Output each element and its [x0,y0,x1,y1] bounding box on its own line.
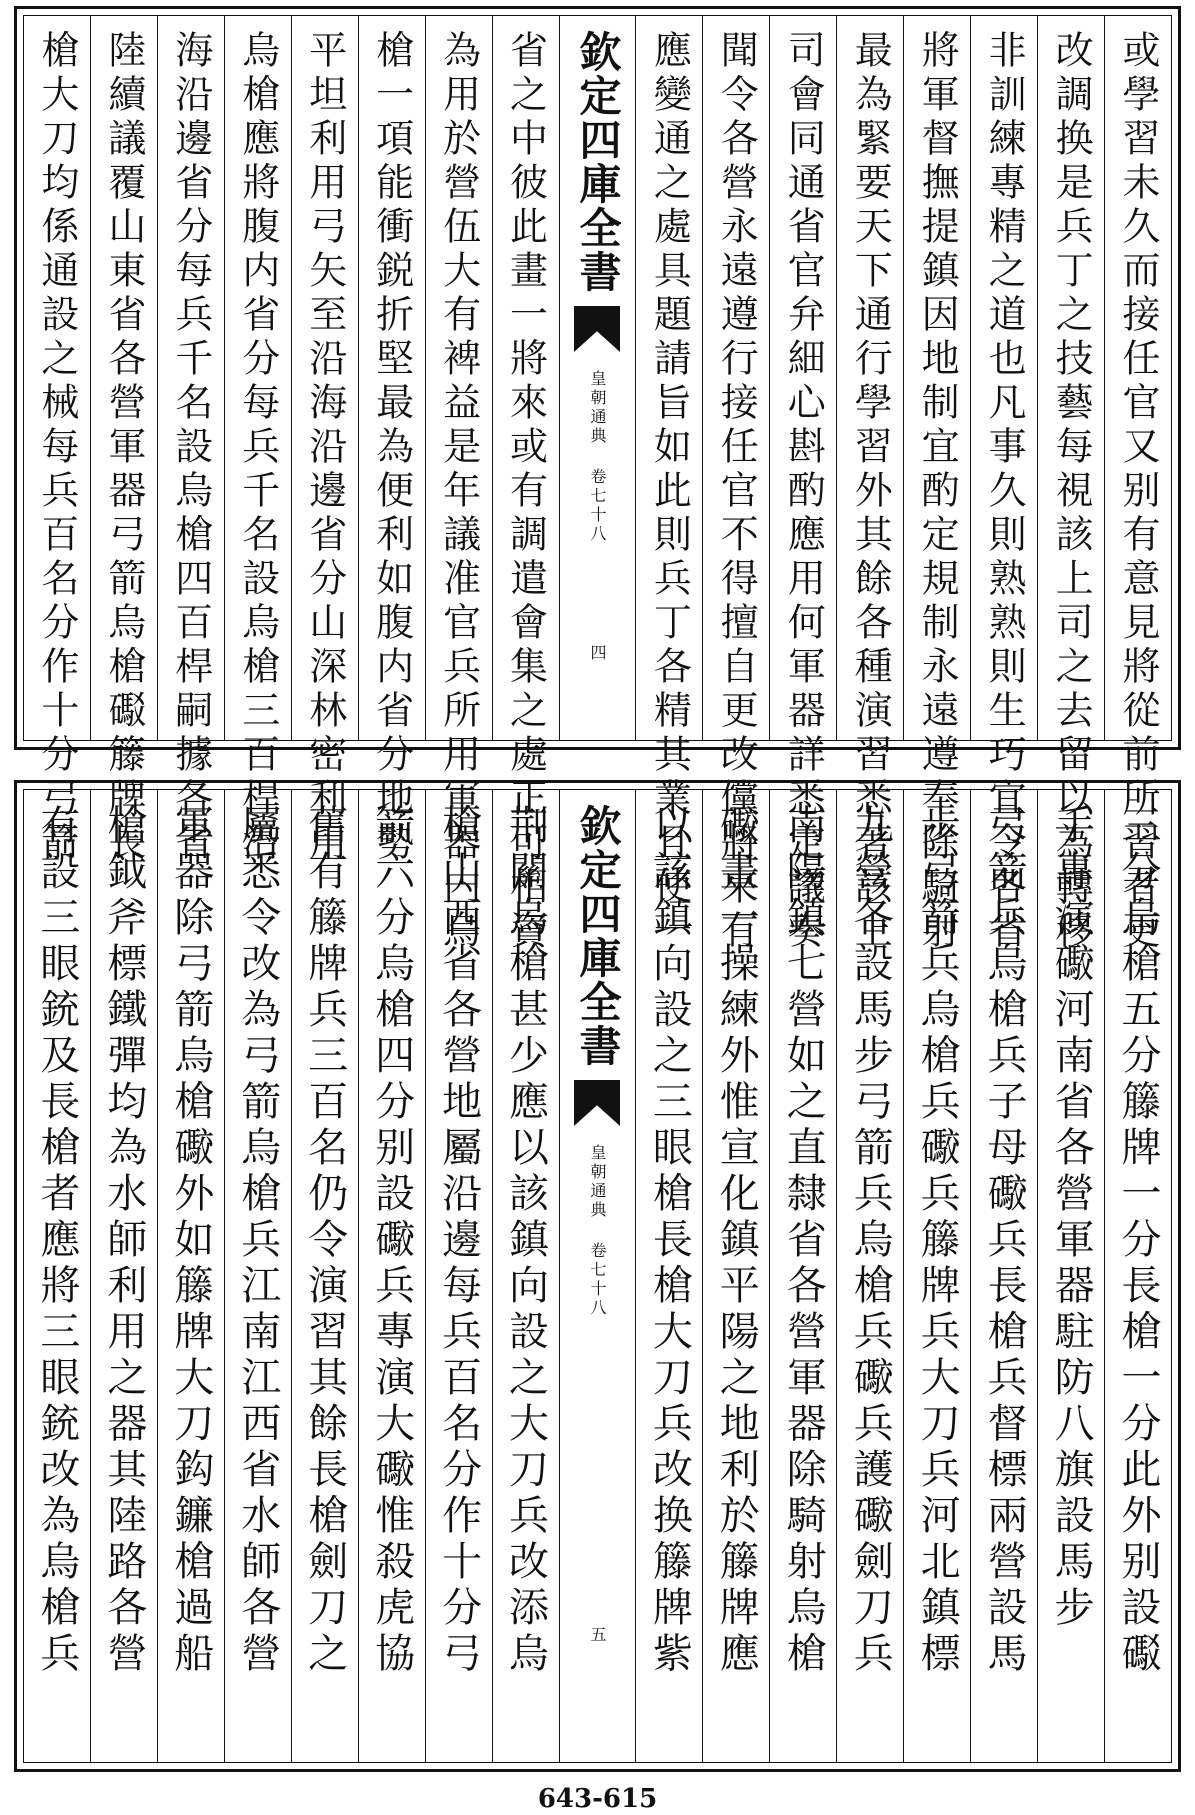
column-text: 改調换是兵丁之技藝每視該上司之去留以為轉移 [1049,30,1094,954]
column-text: 槍鉞斧標鐵彈均為水師利用之器其陸路各營 [100,804,147,1678]
text-column [90,790,157,1762]
top-columns [24,16,1171,954]
text-column [1104,790,1171,1762]
column-text: 為用於營伍大有裨益是年議准官兵所用軍器内烏 [436,30,481,954]
center-gutter [559,790,636,1762]
column-text: 非訓練專精之道也凡事久則熟熟則生巧宜令各省 [982,30,1027,954]
column-text: 槍大刀均係通設之械每兵百名分作十分弓箭 [34,30,79,866]
bottom-columns [24,790,1171,1762]
column-text: 南陽鎮七營如之直隸省各營軍器除騎射烏槍 [780,804,827,1678]
column-text: 軍器除弓箭烏槍礮外如籐牌大刀鈎鐮槍過船 [167,804,214,1678]
bottom-page [14,780,1181,1772]
text-column [903,790,970,1762]
column-text: 以該鎮向設之三眼槍長槍大刀兵改换籐牌紫 [646,804,693,1678]
text-column [157,16,224,866]
text-column [1104,16,1171,954]
column-text: 陸續議覆山東省各營軍器弓箭烏槍礟籐牌長 [101,30,146,866]
column-text: 礮畫一操練外惟宣化鎮平陽之地利於籐牌應 [713,804,760,1678]
text-column [358,790,425,1762]
text-column [492,16,559,954]
column-text: 有設三眼銃及長槍者應將三眼銃改為烏槍兵 [33,804,80,1678]
column-text: 將軍督撫提鎮因地制宜酌定規制永遠遵奉除騎射 [915,30,960,954]
text-column [769,790,836,1762]
column-text: 司會同通省官弁細心斟酌應用何軍器詳悉定議奏 [781,30,826,954]
column-text: 步弓箭兵烏槍兵礮兵籐牌兵大刀兵河北鎮標 [914,804,961,1678]
text-column [635,16,702,954]
text-column [224,790,291,1762]
column-text: 荆關烏槍甚少應以該鎮向設之大刀兵改添烏 [502,804,549,1678]
book-title: 欽定四庫全書 [573,30,623,294]
column-text: 應變通之處具題請旨如此則兵丁各精其業且使一 [647,30,692,954]
text-column [836,16,903,954]
column-text: 槍一項能衝鋭折堅最為便利如腹内省分地勢 [369,30,414,866]
column-text: 烏槍應將腹内省分每兵千名設烏槍三百桿沿 [235,30,280,866]
column-text: 舊有籐牌兵三百名仍令演習其餘長槍劍刀之 [301,804,348,1678]
column-text: 手專演礮河南省各營軍器駐防八旗設馬步 [1048,804,1095,1632]
column-text: 省之中彼此畫一將來或有調遣會集之處正可相資 [503,30,548,954]
text-column [24,790,90,1762]
page-footer-number: 643-615 [537,1784,658,1814]
column-text: 最為緊要天下通行學習外其餘各種演習悉著該上 [848,30,893,954]
text-column [836,790,903,1762]
text-column [425,790,492,1762]
text-column [224,16,291,866]
text-column [970,16,1037,954]
text-column [291,790,358,1762]
column-text: 槍山西省各營地屬沿邊每兵百名分作十分弓 [435,804,482,1678]
text-column [90,16,157,866]
column-text: 屬悉令改為弓箭烏槍兵江南江西省水師各營 [234,804,281,1678]
center-gutter [559,16,636,740]
text-column [492,790,559,1762]
top-page [14,6,1181,954]
text-column [903,16,970,954]
text-column [24,16,90,866]
column-text: 箭六分烏槍四分别設礮兵專演大礮惟殺虎協 [368,804,415,1678]
volume-label: 皇朝通典 卷七十八 [587,1144,607,1318]
column-text: 平坦利用弓矢至沿海沿邊省分山深林密利用 [302,30,347,866]
text-column [291,16,358,866]
column-text: 或學習未久而接任官又别有意見將從前所習者更 [1116,30,1161,954]
fishtail-mark-icon [574,306,620,352]
leaf-number: 四 [587,644,607,660]
text-column [425,16,492,954]
book-title: 欽定四庫全書 [573,804,623,1068]
column-text: 海沿邊省分每兵千名設烏槍四百桿嗣據各省 [168,30,213,866]
column-text: 聞令各營永遠遵行接任官不得擅自更改儻將來有 [714,30,759,954]
text-column [358,16,425,866]
text-column [970,790,1037,1762]
column-text: 九營各設馬步弓箭兵烏槍兵礮兵護礮劍刀兵 [847,804,894,1678]
text-column [1037,16,1104,954]
text-column [1037,790,1104,1762]
fishtail-mark-icon [574,1080,620,1126]
leaf-number: 五 [587,1626,607,1642]
column-text: 弓箭兵烏槍兵子母礮兵長槍兵督標兩營設馬 [981,804,1028,1678]
column-text: 三分烏槍五分籐牌一分長槍一分此外别設礟 [1115,804,1162,1678]
text-column [635,790,702,1762]
text-column [702,790,769,1762]
text-column [157,790,224,1762]
volume-label: 皇朝通典 卷七十八 [587,370,607,544]
text-column [769,16,836,954]
text-column [702,16,769,954]
